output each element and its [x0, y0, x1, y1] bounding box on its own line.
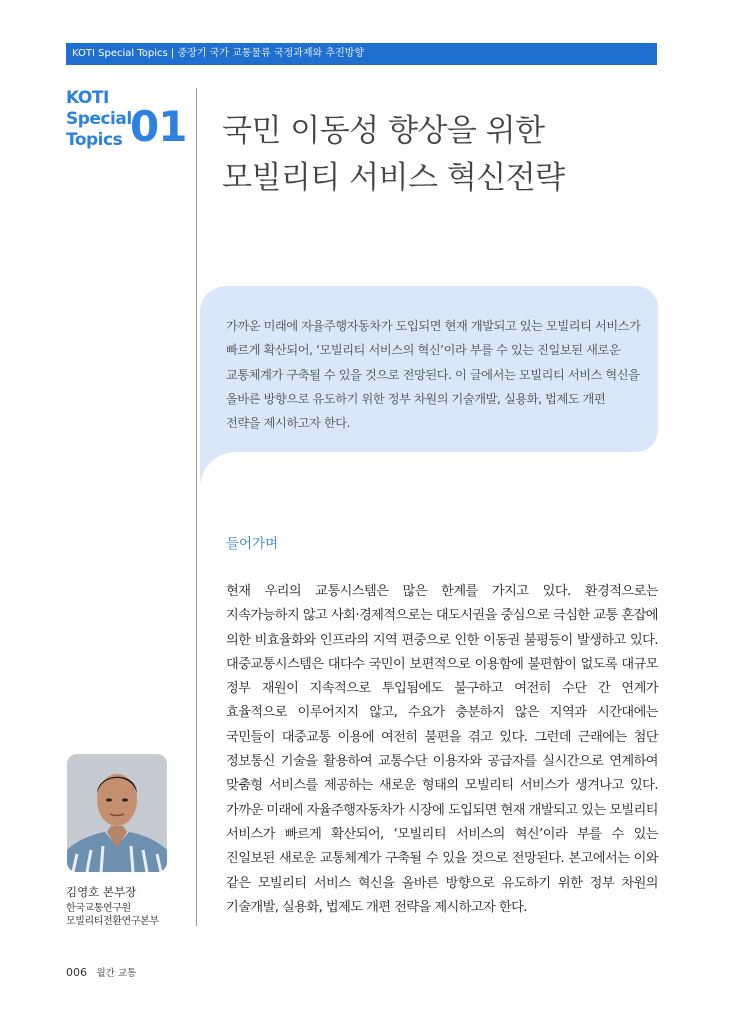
- title-line-2: 모빌리티 서비스 혁신전략: [222, 160, 565, 196]
- header-series: KOTI Special Topics: [72, 48, 168, 59]
- body-paragraph: 현재 우리의 교통시스템은 많은 한계를 가지고 있다. 환경적으로는 지속가능하지 않고 사회·경제적으로는 대도시권을 중심으로 극심한 교통 혼잡에 의한 비효율화와 인프라의 지역 편중으로 인한 이동권 불평등이 발생하고 있다. 대중교통시스템은 대다수 국민이 보편적으로 이용함에 불편함이 없도록 대규모 정부 재원이 지속적으로 투입됨에도 불구하고 여전히 수단 간 연계가 효율적으로 이루어지지 않고, 수요가 충분하지 않은 지역과 시간대에는 국민들이 대중교통 이용에 여전히 불편을 겪고 있다. 그런데 근래에는 첨단 정보통신 기술을 활용하여 교통수단 이용자와 공급자를 실시간으로 연계하여 맞춤형 서비스를 제공하는 새로운 형태의 모빌리티 서비스가 생겨나고 있다. 가까운 미래에 자율주행자동차가 시장에 도입되면 현재 개발되고 있는 모빌리티 서비스가 빠르게 확산되어, ‘모빌리티 서비스의 혁신’이라 부를 수 있는 진일보된 새로운 교통체계가 구축될 수 있을 것으로 전망된다. 본고에서는 이와 같은 모빌리티 서비스 혁신을 올바른 방향으로 유도하기 위한 정부 차원의 기술개발, 실용화, 법제도 개편 전략을 제시하고자 한다.: [226, 584, 658, 915]
- page-footer: [66, 965, 136, 979]
- header-separator: |: [170, 48, 175, 59]
- vertical-divider: [196, 88, 197, 926]
- title-line-1: 국민 이동성 향상을 위한: [222, 113, 545, 149]
- author-photo: [67, 754, 167, 872]
- section-heading: 들어가며: [226, 536, 279, 552]
- header-subtitle: 중장기 국가 교통물류 국정과제와 추진방향: [177, 48, 365, 59]
- abstract-box-tail-cut: [200, 452, 270, 522]
- abstract-text: 가까운 미래에 자율주행자동차가 도입되면 현재 개발되고 있는 모빌리티 서비스가 빠르게 확산되어, ‘모빌리티 서비스의 혁신’이라 부를 수 있는 진일보된 새로운 교통체계가 구축될 수 있을 것으로 전망된다. 이 글에서는 모빌리티 서비스 혁신을 올바른 방향으로 유도하기 위한 정부 차원의 기술개발, 실용화, 법제도 개편 전략을 제시하고자 한다.: [226, 319, 641, 431]
- logo-line-topics: Topics: [66, 130, 123, 150]
- author-name: 김영호 본부장: [66, 885, 137, 899]
- author-affiliation: [66, 902, 159, 928]
- logo-line-special: Special: [66, 109, 132, 129]
- author-division: 모빌리티전환연구본부: [66, 916, 159, 927]
- running-header: [66, 43, 657, 65]
- series-logo: [66, 88, 132, 151]
- page-number: 006: [66, 966, 87, 979]
- article-number: 01: [130, 102, 187, 151]
- publication-name: 월간 교통: [96, 968, 137, 979]
- article-title: [222, 108, 565, 202]
- author-org: 한국교통연구원: [66, 903, 131, 914]
- logo-line-koti: KOTI: [66, 88, 109, 108]
